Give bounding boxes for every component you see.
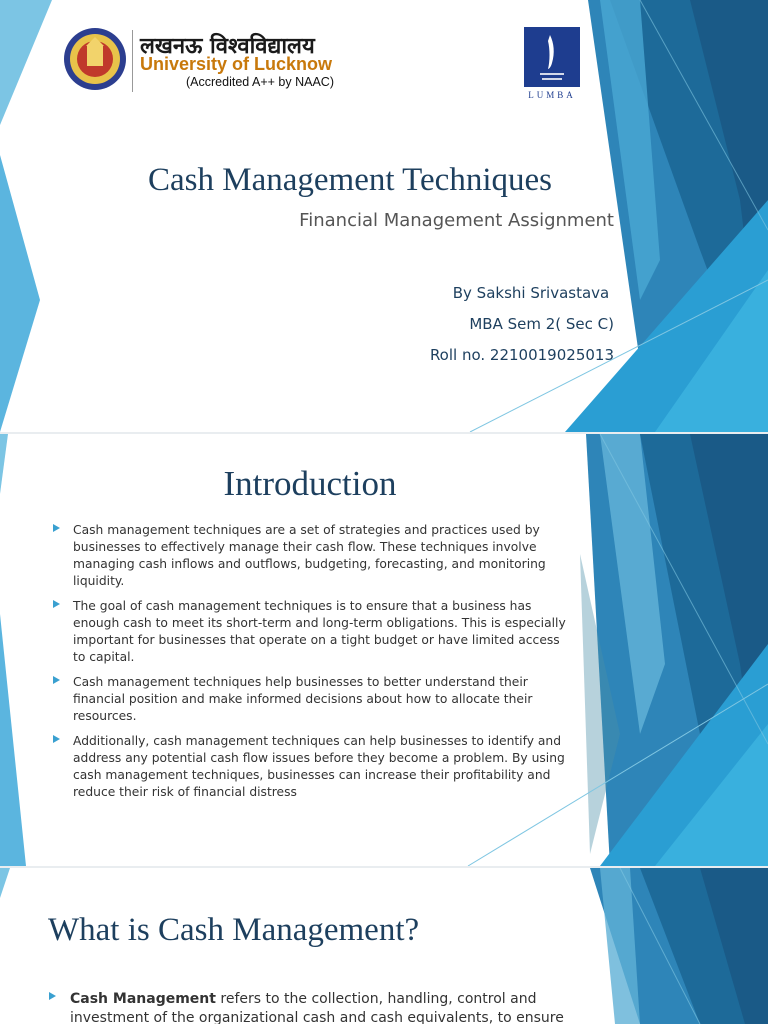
triangle-bullet-icon [53,676,60,684]
roll-number: Roll no. 2210019025013 [429,346,614,364]
bullet-text: Cash management techniques help businesses to better understand their financial position and make informed decisions about how to allocate their resources. [73,675,533,723]
list-item [48,990,588,1024]
lumba-logo [524,27,580,87]
list-item [52,674,572,725]
lumba-label: LUMBA [528,90,576,100]
university-seal-logo [62,26,128,92]
introduction-slide [0,434,768,866]
university-name-english: University of Lucknow [140,54,333,74]
list-item [52,733,572,801]
bullet-text: The goal of cash management techniques is to ensure that a business has enough cash to meet its short-term and long-term obligations. This is especially important for businesses that operate on a tight budget or have limited access to capital. [73,599,566,664]
triangle-bullet-icon [53,524,60,532]
slide-title: Introduction [223,464,397,503]
author-block [430,278,614,371]
university-name-hindi: लखनऊ विश्वविद्यालय [140,34,315,59]
bullet-text: Cash management techniques are a set of strategies and practices used by businesses to effectively manage their cash flow. These techniques involve managing cash inflows and outflows, budgeting, forecasting, and monitoring liquidity. [73,523,546,588]
bullet-bold-term: Cash Management [70,991,216,1007]
bullet-list [52,522,572,809]
program-info: MBA Sem 2( Sec C) [469,315,614,333]
definition-slide [0,868,768,1024]
slide-title: What is Cash Management? [48,912,420,948]
bullet-list [48,990,588,1024]
bullet-text: refers to the collection, handling, control and investment of the organizational cash and cash equivalents, to ensure [70,991,564,1024]
triangle-bullet-icon [49,992,56,1000]
list-item [52,598,572,666]
triangle-bullet-icon [53,735,60,743]
triangle-bullet-icon [53,600,60,608]
author-name: By Sakshi Srivastava [452,284,614,302]
accreditation-text: (Accredited A++ by NAAC) [186,75,334,89]
title-slide [0,0,768,432]
logo-divider [132,30,133,92]
bullet-text: Additionally, cash management techniques can help businesses to identify and address any potential cash flow issues before they become a problem. By using cash management techniques, businesses can increase their profitability and reduce their risk of financial distress [73,734,565,799]
list-item [52,522,572,590]
presentation-subtitle: Financial Management Assignment [299,210,614,231]
presentation-title: Cash Management Techniques [148,162,552,198]
